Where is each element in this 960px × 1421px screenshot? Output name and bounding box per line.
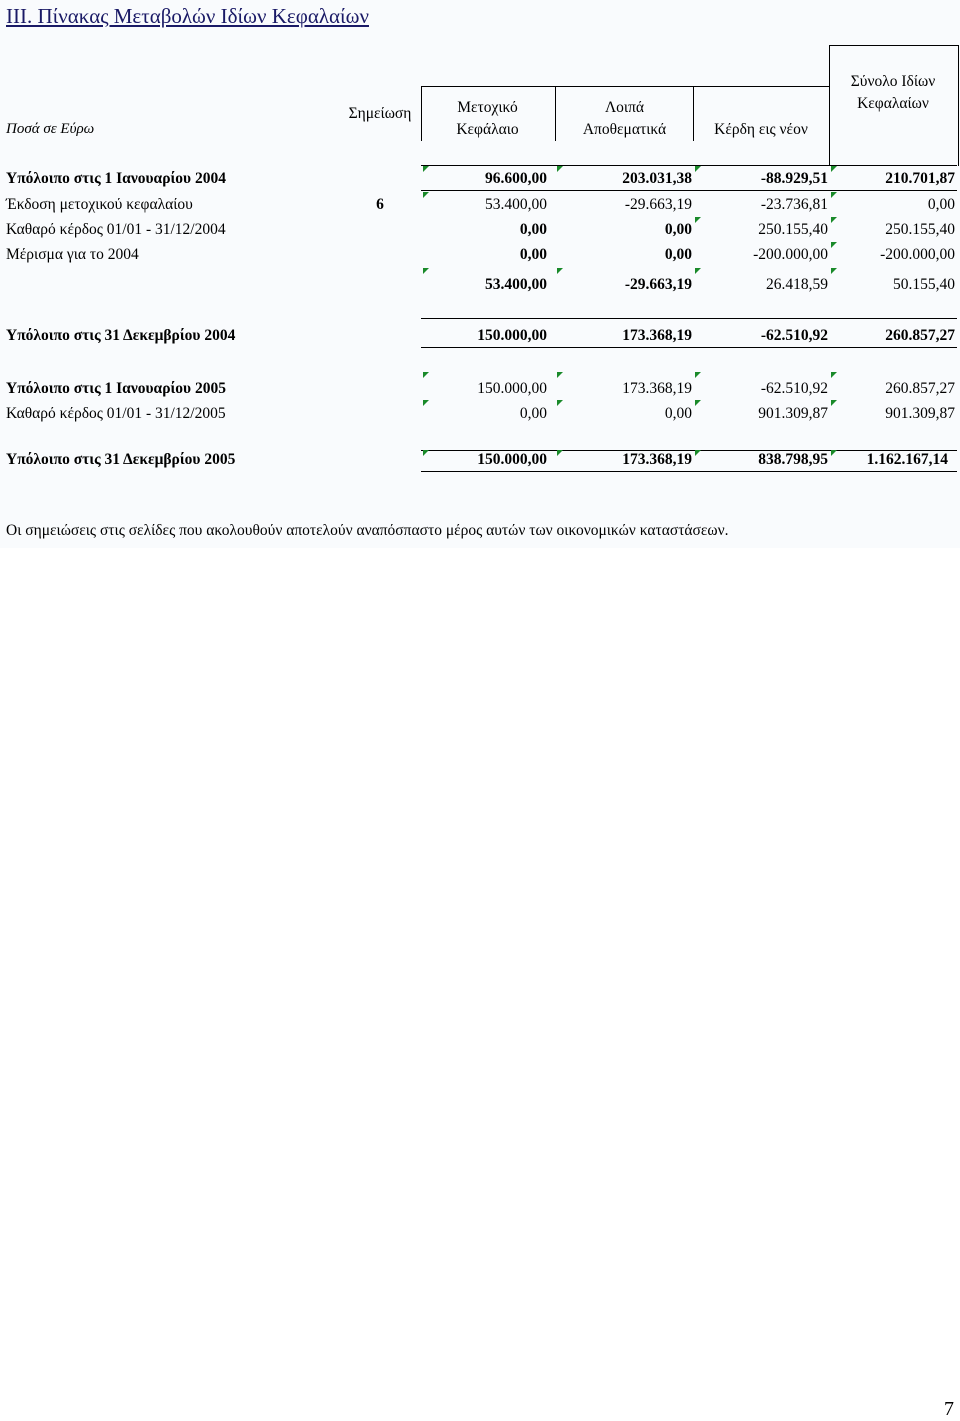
table-row: [0, 405, 960, 427]
share-capital-value: 0,00: [519, 221, 547, 238]
comment-marker-icon: [695, 268, 701, 274]
share-capital-value: 0,00: [519, 405, 547, 422]
total-equity-header-line1: Σύνολο Ιδίων: [850, 73, 936, 90]
header-top-line: [421, 86, 829, 87]
page-number: 7: [944, 1398, 954, 1420]
comment-marker-icon: [557, 268, 563, 274]
reserves-value: 203.031,38: [622, 170, 692, 187]
total-equity-value: 50.155,40: [893, 276, 955, 293]
header-divider: [693, 86, 694, 141]
retained-earnings-value: -62.510,92: [760, 380, 828, 397]
retained-earnings-value: 26.418,59: [766, 276, 828, 293]
share-capital-value: 150.000,00: [477, 380, 547, 397]
reserves-value: 0,00: [664, 246, 692, 263]
table-rule: [421, 318, 957, 319]
reserves-value: 0,00: [664, 405, 692, 422]
share-capital-header-line2: Κεφάλαιο: [456, 121, 519, 138]
header-divider: [555, 86, 556, 141]
row-label: Καθαρό κέρδος 01/01 - 31/12/2004: [6, 221, 226, 238]
row-label: Υπόλοιπο στις 31 Δεκεμβρίου 2004: [6, 327, 236, 344]
reserves-value: 0,00: [664, 221, 692, 238]
total-equity-value: 250.155,40: [885, 221, 955, 238]
reserves-value: -29.663,19: [624, 196, 692, 213]
row-label: Μέρισμα για το 2004: [6, 246, 139, 263]
retained-earnings-value: 250.155,40: [758, 221, 828, 238]
total-equity-header-line2: Κεφαλαίων: [857, 95, 929, 112]
comment-marker-icon: [557, 372, 563, 378]
table-row: [0, 196, 960, 218]
table-row: [0, 380, 960, 402]
share-capital-header-line1: Μετοχικό: [457, 99, 518, 116]
retained-earnings-header: Κέρδη εις νέον: [714, 121, 808, 138]
total-equity-value: 210.701,87: [885, 170, 955, 187]
table-row: [0, 451, 960, 473]
comment-marker-icon: [695, 372, 701, 378]
reserves-header-line2: Αποθεματικά: [582, 121, 667, 138]
share-capital-value: 53.400,00: [485, 276, 547, 293]
reserves-value: 173.368,19: [622, 380, 692, 397]
share-capital-value: 150.000,00: [477, 451, 547, 468]
reserves-value: 173.368,19: [622, 451, 692, 468]
retained-earnings-value: 838.798,95: [758, 451, 828, 468]
page-title: ΙΙΙ. Πίνακας Μεταβολών Ιδίων Κεφαλαίων: [6, 4, 369, 28]
row-note: 6: [376, 196, 384, 213]
reserves-header-line1: Λοιπά: [604, 99, 645, 116]
reserves-value: 173.368,19: [622, 327, 692, 344]
retained-earnings-value: 901.309,87: [758, 405, 828, 422]
total-equity-value: -200.000,00: [880, 246, 955, 263]
table-row: [0, 246, 960, 268]
row-label: Υπόλοιπο στις 1 Ιανουαρίου 2004: [6, 170, 226, 187]
table-rule: [421, 165, 957, 166]
comment-marker-icon: [423, 268, 429, 274]
table-row: [0, 221, 960, 243]
table-row: [0, 170, 960, 192]
share-capital-value: 53.400,00: [485, 196, 547, 213]
share-capital-value: 150.000,00: [477, 327, 547, 344]
equity-statement-sheet: [0, 0, 960, 548]
total-equity-value: 1.162.167,14: [866, 451, 948, 468]
row-label: Έκδοση μετοχικού κεφαλαίου: [6, 196, 193, 213]
row-label: Υπόλοιπο στις 1 Ιανουαρίου 2005: [6, 380, 226, 397]
total-equity-value: 260.857,27: [885, 380, 955, 397]
comment-marker-icon: [831, 372, 837, 378]
header-divider: [421, 86, 422, 141]
footnote: Οι σημειώσεις στις σελίδες που ακολουθούν αποτελούν αναπόσπαστο μέρος αυτών των οικονομικών καταστάσεων.: [6, 522, 729, 539]
retained-earnings-value: -23.736,81: [760, 196, 828, 213]
table-row: [0, 327, 960, 349]
total-equity-value: 901.309,87: [885, 405, 955, 422]
units-label: Ποσά σε Εύρω: [6, 121, 95, 137]
share-capital-value: 96.600,00: [485, 170, 547, 187]
retained-earnings-value: -62.510,92: [760, 327, 828, 344]
comment-marker-icon: [423, 372, 429, 378]
total-equity-value: 0,00: [927, 196, 955, 213]
reserves-value: -29.663,19: [624, 276, 692, 293]
table-row: [0, 276, 960, 298]
row-label: Υπόλοιπο στις 31 Δεκεμβρίου 2005: [6, 451, 236, 468]
share-capital-value: 0,00: [519, 246, 547, 263]
row-label: Καθαρό κέρδος 01/01 - 31/12/2005: [6, 405, 226, 422]
note-column-header: Σημείωση: [348, 105, 412, 122]
retained-earnings-value: -88.929,51: [760, 170, 828, 187]
retained-earnings-value: -200.000,00: [753, 246, 828, 263]
total-equity-value: 260.857,27: [885, 327, 955, 344]
comment-marker-icon: [831, 268, 837, 274]
